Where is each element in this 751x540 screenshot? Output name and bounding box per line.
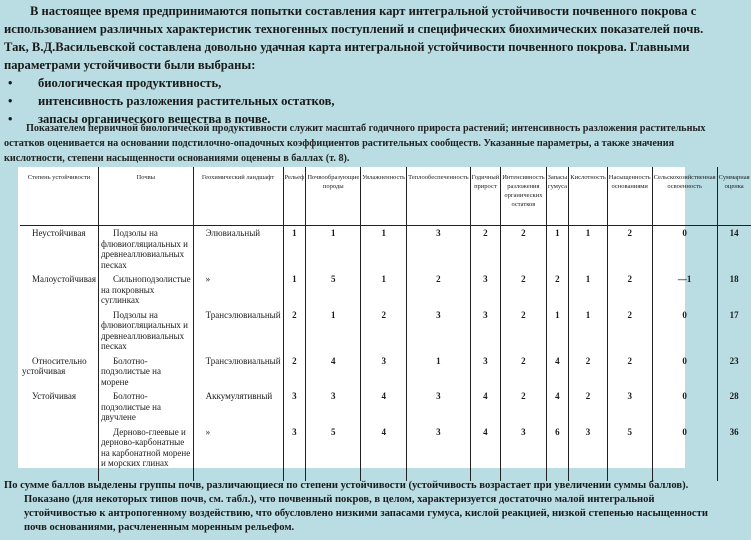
score-cell: 28 bbox=[717, 389, 751, 425]
score-cell: 5 bbox=[306, 425, 361, 481]
score-cell: 2 bbox=[361, 308, 407, 354]
bullet-icon: • bbox=[8, 94, 13, 108]
score-cell: 3 bbox=[283, 425, 306, 481]
score-cell: 14 bbox=[717, 226, 751, 273]
landscape-cell: Аккумулятивный bbox=[193, 389, 283, 425]
landscape-cell: Трансэлювиальный bbox=[193, 354, 283, 390]
score-cell: 1 bbox=[546, 226, 569, 273]
score-cell: 3 bbox=[283, 389, 306, 425]
note-paragraph: Показателем первичной биологической продуктивности служит масштаб годичного прироста растений; интенсивность разложения растительных остатков оценивается на основании подстилочно-опадочных коэффициентов растительных сообществ. Указанные параметры, а также значения кислотности, степени насыщенности основаниями оценены в баллах (т. 8). bbox=[4, 123, 706, 164]
score-cell: 1 bbox=[283, 226, 306, 273]
score-cell: 1 bbox=[306, 226, 361, 273]
score-cell: 0 bbox=[652, 425, 717, 481]
landscape-cell: Трансэлювиальный bbox=[193, 308, 283, 354]
conclusion-paragraph: По сумме баллов выделены группы почв, различающиеся по степени устойчивости (устойчивость возрастает при увеличении суммы баллов). Показано (для некоторых типов почв, см. табл.), что почвенный покров, в целом, характеризуется достаточно малой интегральной устойчивостью к антропогенному воздействию, что обусловлено низкими запасами гумуса, кислой реакцией, низкой степенью насыщенности почв основаниями, расчлененным моренным рельефом. bbox=[4, 480, 708, 533]
intro-text bbox=[4, 2, 716, 128]
stability-group-cell: Относительно устойчивая bbox=[22, 355, 87, 376]
score-cell: 2 bbox=[607, 226, 652, 273]
score-cell: 1 bbox=[407, 354, 470, 390]
soil-cell: Болотно-подзолистые на морене bbox=[98, 354, 193, 390]
score-cell: 5 bbox=[607, 425, 652, 481]
stability-group-cell: Малоустойчивая bbox=[32, 274, 96, 284]
column-header: Сельскохозяйственная освоенность bbox=[652, 167, 717, 226]
soil-cell: Болотно-подзолистые на двучлене bbox=[98, 389, 193, 425]
score-cell: 3 bbox=[407, 308, 470, 354]
score-cell: 3 bbox=[470, 308, 501, 354]
column-header: Рельеф bbox=[283, 167, 306, 226]
score-cell: 3 bbox=[407, 389, 470, 425]
score-cell: 3 bbox=[470, 272, 501, 308]
score-cell: 18 bbox=[717, 272, 751, 308]
bullet-text: интенсивность разложения растительных остатков, bbox=[38, 94, 335, 108]
column-header: Запасы гумуса bbox=[546, 167, 569, 226]
score-cell: 1 bbox=[546, 308, 569, 354]
column-header: Увлажненность bbox=[361, 167, 407, 226]
table-row bbox=[20, 226, 751, 273]
score-cell: 2 bbox=[607, 354, 652, 390]
score-cell: 23 bbox=[717, 354, 751, 390]
score-cell: 3 bbox=[501, 425, 546, 481]
score-cell: 1 bbox=[569, 272, 608, 308]
score-cell: 3 bbox=[306, 389, 361, 425]
score-cell: 17 bbox=[717, 308, 751, 354]
table-row bbox=[20, 354, 751, 390]
bullet-text: биологическая продуктивность, bbox=[38, 76, 222, 90]
column-header: Почвы bbox=[98, 167, 193, 226]
score-cell: 2 bbox=[569, 354, 608, 390]
stability-table bbox=[20, 167, 751, 481]
score-cell: 2 bbox=[283, 308, 306, 354]
score-cell: 0 bbox=[652, 226, 717, 273]
bullet-text: запасы органического вещества в почве. bbox=[38, 112, 271, 126]
landscape-cell: Элювиальный bbox=[193, 226, 283, 273]
bullet-item bbox=[4, 92, 716, 110]
score-cell: 2 bbox=[407, 272, 470, 308]
conclusion-text bbox=[4, 479, 716, 535]
score-cell: 36 bbox=[717, 425, 751, 481]
bullet-icon: • bbox=[8, 112, 13, 126]
bullet-icon: • bbox=[8, 76, 13, 90]
score-cell: 0 bbox=[652, 389, 717, 425]
column-header: Степень устойчивости bbox=[20, 167, 98, 226]
column-header: Интенсивность разложения органических остатков bbox=[501, 167, 546, 226]
score-cell: 2 bbox=[607, 308, 652, 354]
soil-cell: Дерново-глеевые и дерново-карбонатные на карбонатной морене и морских глинах bbox=[98, 425, 193, 481]
intro-paragraph: В настоящее время предпринимаются попытки составления карт интегральной устойчивости почвенного покрова с использованием различных характеристик техногенных поступлений и специфических биохимических показателей почв. Так, В.Д.Васильевской составлена довольно удачная карта интегральной устойчивости почвенного покрова. Главными параметрами устойчивости были выбраны: bbox=[4, 4, 704, 72]
score-cell: 1 bbox=[569, 226, 608, 273]
score-cell: 1 bbox=[361, 226, 407, 273]
score-cell: 1 bbox=[283, 272, 306, 308]
soil-cell: Подзолы на флювиогляциальных и древнеаллювиальных песках bbox=[98, 226, 193, 273]
stability-group-cell bbox=[20, 308, 98, 354]
score-cell: 2 bbox=[501, 308, 546, 354]
landscape-cell: » bbox=[193, 425, 283, 481]
table-header-row bbox=[20, 167, 751, 226]
score-cell: 3 bbox=[407, 226, 470, 273]
column-header: Годичный прирост bbox=[470, 167, 501, 226]
table-row bbox=[20, 272, 751, 308]
stability-group-cell bbox=[20, 425, 98, 481]
score-cell: 2 bbox=[501, 354, 546, 390]
bullet-item bbox=[4, 74, 716, 92]
stability-table-panel bbox=[18, 167, 750, 468]
soil-cell: Подзолы на флювиогляциальных и древнеаллювиальных песках bbox=[98, 308, 193, 354]
soil-cell: Сильноподзолистые на покровных суглинках bbox=[98, 272, 193, 308]
score-cell: 0 bbox=[652, 308, 717, 354]
score-cell: —1 bbox=[652, 272, 717, 308]
column-header: Кислотность bbox=[569, 167, 608, 226]
stability-group-cell: Неустойчивая bbox=[32, 228, 86, 238]
score-cell: 2 bbox=[607, 272, 652, 308]
score-cell: 3 bbox=[407, 425, 470, 481]
score-cell: 4 bbox=[546, 354, 569, 390]
column-header: Теплообеспеченность bbox=[407, 167, 470, 226]
column-header: Почвообразующие породы bbox=[306, 167, 361, 226]
score-cell: 5 bbox=[306, 272, 361, 308]
score-cell: 2 bbox=[470, 226, 501, 273]
score-cell: 2 bbox=[546, 272, 569, 308]
score-cell: 2 bbox=[501, 389, 546, 425]
table-row bbox=[20, 308, 751, 354]
score-cell: 1 bbox=[569, 308, 608, 354]
landscape-cell: » bbox=[193, 272, 283, 308]
score-cell: 4 bbox=[361, 425, 407, 481]
note-text bbox=[4, 121, 716, 166]
column-header: Суммарная оценка bbox=[717, 167, 751, 226]
score-cell: 3 bbox=[470, 354, 501, 390]
score-cell: 2 bbox=[501, 272, 546, 308]
score-cell: 2 bbox=[501, 226, 546, 273]
column-header: Геохимический ландшафт bbox=[193, 167, 283, 226]
score-cell: 2 bbox=[569, 389, 608, 425]
table-row bbox=[20, 425, 751, 481]
column-header: Насыщенность основаниями bbox=[607, 167, 652, 226]
score-cell: 4 bbox=[470, 425, 501, 481]
score-cell: 4 bbox=[470, 389, 501, 425]
score-cell: 4 bbox=[306, 354, 361, 390]
score-cell: 4 bbox=[546, 389, 569, 425]
score-cell: 6 bbox=[546, 425, 569, 481]
score-cell: 2 bbox=[283, 354, 306, 390]
score-cell: 1 bbox=[306, 308, 361, 354]
score-cell: 1 bbox=[361, 272, 407, 308]
score-cell: 3 bbox=[607, 389, 652, 425]
table-row bbox=[20, 389, 751, 425]
score-cell: 0 bbox=[652, 354, 717, 390]
score-cell: 4 bbox=[361, 389, 407, 425]
score-cell: 3 bbox=[361, 354, 407, 390]
stability-group-cell: Устойчивая bbox=[32, 391, 77, 401]
score-cell: 3 bbox=[569, 425, 608, 481]
